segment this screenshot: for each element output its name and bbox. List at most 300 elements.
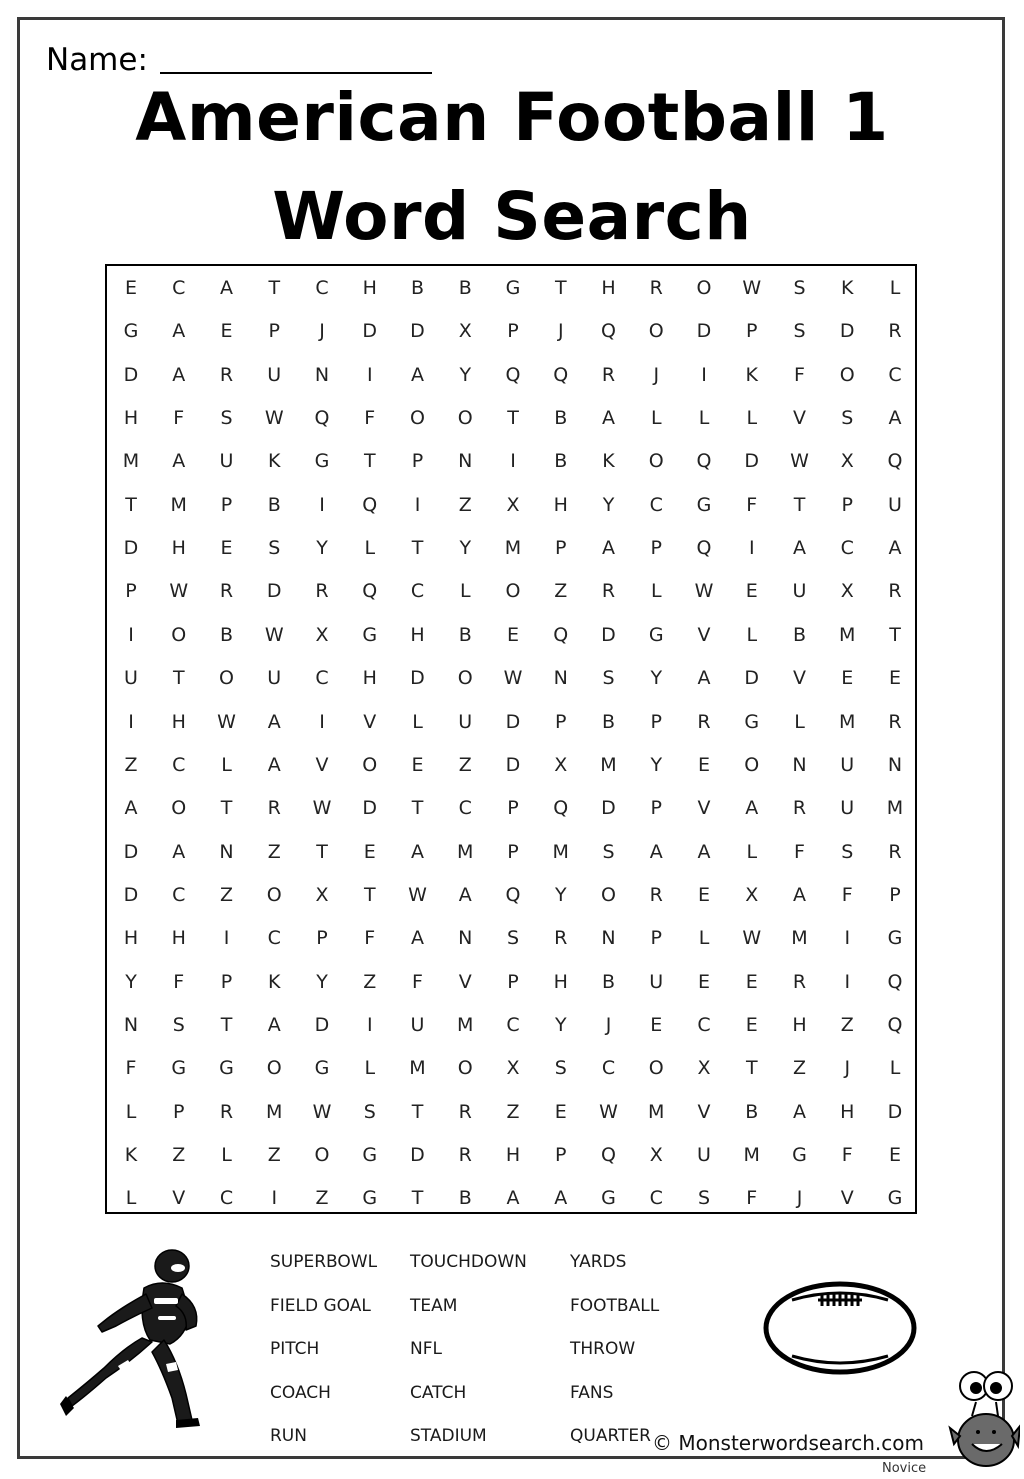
grid-letter[interactable]: N bbox=[553, 667, 568, 690]
grid-letter[interactable]: L bbox=[221, 753, 232, 776]
grid-letter[interactable]: J bbox=[653, 363, 660, 386]
grid-letter[interactable]: Q bbox=[553, 363, 569, 386]
grid-letter[interactable]: P bbox=[507, 320, 519, 343]
grid-letter[interactable]: C bbox=[601, 1057, 616, 1080]
grid-letter[interactable]: P bbox=[220, 970, 233, 993]
grid-letter[interactable]: I bbox=[701, 363, 707, 386]
grid-letter[interactable]: S bbox=[268, 537, 281, 560]
grid-letter[interactable]: B bbox=[458, 623, 472, 646]
grid-letter[interactable]: C bbox=[315, 277, 329, 299]
grid-letter[interactable]: Z bbox=[840, 1013, 854, 1036]
grid-letter[interactable]: C bbox=[172, 277, 186, 299]
grid-letter[interactable]: C bbox=[649, 1187, 663, 1210]
grid-letter[interactable]: E bbox=[554, 1100, 567, 1123]
grid-letter[interactable]: H bbox=[553, 970, 568, 993]
grid-letter[interactable]: N bbox=[123, 1013, 139, 1036]
grid-letter[interactable]: B bbox=[458, 277, 472, 299]
grid-letter[interactable]: I bbox=[414, 493, 421, 516]
grid-letter[interactable]: W bbox=[408, 883, 427, 906]
grid-letter[interactable]: D bbox=[744, 450, 760, 473]
grid-letter[interactable]: V bbox=[793, 407, 806, 430]
grid-letter[interactable]: N bbox=[601, 927, 616, 950]
grid-letter[interactable]: S bbox=[172, 1013, 185, 1036]
grid-letter[interactable]: F bbox=[125, 1057, 137, 1080]
grid-letter[interactable]: S bbox=[793, 277, 806, 299]
grid-letter[interactable]: A bbox=[172, 450, 186, 473]
grid-letter[interactable]: P bbox=[555, 1144, 567, 1166]
grid-letter[interactable]: G bbox=[314, 1057, 330, 1080]
grid-letter[interactable]: O bbox=[839, 363, 855, 386]
grid-letter[interactable]: H bbox=[123, 407, 139, 430]
grid-letter[interactable]: H bbox=[553, 493, 568, 516]
grid-letter[interactable]: R bbox=[888, 710, 902, 733]
grid-letter[interactable]: J bbox=[319, 320, 325, 343]
grid-letter[interactable]: G bbox=[362, 1187, 378, 1210]
grid-letter[interactable]: O bbox=[171, 623, 187, 646]
grid-letter[interactable]: D bbox=[601, 623, 616, 646]
grid-letter[interactable]: D bbox=[410, 1144, 425, 1166]
grid-letter[interactable]: F bbox=[364, 407, 376, 430]
grid-letter[interactable]: T bbox=[793, 493, 806, 516]
grid-letter[interactable]: M bbox=[648, 1100, 665, 1123]
grid-letter[interactable]: M bbox=[886, 797, 904, 820]
grid-letter[interactable]: Q bbox=[601, 320, 616, 343]
grid-letter[interactable]: T bbox=[316, 840, 328, 863]
grid-letter[interactable]: B bbox=[410, 277, 425, 299]
grid-letter[interactable]: A bbox=[172, 840, 186, 863]
grid-letter[interactable]: G bbox=[362, 1144, 378, 1166]
grid-letter[interactable]: L bbox=[459, 580, 471, 603]
grid-letter[interactable]: L bbox=[889, 1057, 901, 1080]
grid-letter[interactable]: L bbox=[746, 407, 758, 430]
grid-letter[interactable]: L bbox=[698, 407, 710, 430]
grid-letter[interactable]: G bbox=[123, 320, 139, 343]
grid-letter[interactable]: Z bbox=[792, 1057, 807, 1080]
grid-letter[interactable]: P bbox=[173, 1100, 185, 1123]
grid-letter[interactable]: F bbox=[364, 927, 376, 950]
grid-letter[interactable]: J bbox=[796, 1187, 803, 1210]
grid-letter[interactable]: A bbox=[267, 1013, 281, 1036]
grid-letter[interactable]: T bbox=[363, 450, 376, 473]
grid-letter[interactable]: V bbox=[172, 1187, 186, 1210]
grid-letter[interactable]: G bbox=[648, 623, 664, 646]
grid-letter[interactable]: U bbox=[697, 1144, 711, 1166]
grid-letter[interactable]: P bbox=[268, 320, 280, 343]
grid-letter[interactable]: C bbox=[458, 797, 472, 820]
grid-letter[interactable]: X bbox=[697, 1057, 711, 1080]
grid-letter[interactable]: H bbox=[601, 277, 616, 299]
grid-letter[interactable]: V bbox=[363, 710, 377, 733]
grid-letter[interactable]: V bbox=[315, 753, 329, 776]
grid-letter[interactable]: O bbox=[219, 667, 234, 690]
grid-letter[interactable]: A bbox=[888, 407, 902, 430]
grid-letter[interactable]: O bbox=[457, 1057, 473, 1080]
grid-letter[interactable]: X bbox=[649, 1144, 663, 1166]
grid-letter[interactable]: Z bbox=[554, 580, 568, 603]
grid-letter[interactable]: U bbox=[888, 493, 902, 516]
grid-letter[interactable]: M bbox=[552, 840, 569, 863]
grid-letter[interactable]: Y bbox=[125, 970, 137, 993]
grid-letter[interactable]: R bbox=[888, 320, 902, 343]
grid-letter[interactable]: X bbox=[458, 320, 472, 343]
grid-letter[interactable]: C bbox=[410, 580, 425, 603]
grid-letter[interactable]: K bbox=[745, 363, 758, 386]
grid-letter[interactable]: Y bbox=[602, 493, 615, 516]
grid-letter[interactable]: A bbox=[506, 1187, 520, 1210]
grid-letter[interactable]: L bbox=[125, 1100, 137, 1123]
grid-letter[interactable]: N bbox=[314, 363, 330, 386]
grid-letter[interactable]: N bbox=[219, 840, 234, 863]
grid-letter[interactable]: N bbox=[458, 450, 473, 473]
grid-letter[interactable]: T bbox=[411, 1187, 424, 1210]
grid-letter[interactable]: O bbox=[314, 1144, 330, 1166]
grid-letter[interactable]: A bbox=[172, 363, 186, 386]
grid-letter[interactable]: K bbox=[124, 1144, 138, 1166]
grid-letter[interactable]: A bbox=[411, 927, 424, 950]
grid-letter[interactable]: C bbox=[315, 667, 329, 690]
grid-letter[interactable]: J bbox=[605, 1013, 612, 1036]
grid-letter[interactable]: N bbox=[792, 753, 807, 776]
grid-letter[interactable]: P bbox=[650, 797, 662, 820]
grid-letter[interactable]: R bbox=[649, 883, 663, 906]
grid-letter[interactable]: P bbox=[650, 537, 662, 560]
grid-letter[interactable]: L bbox=[698, 927, 710, 950]
grid-letter[interactable]: Q bbox=[887, 970, 903, 993]
grid-letter[interactable]: Z bbox=[458, 493, 472, 516]
grid-letter[interactable]: F bbox=[746, 493, 758, 516]
grid-letter[interactable]: H bbox=[123, 927, 139, 950]
grid-letter[interactable]: X bbox=[745, 883, 759, 906]
grid-letter[interactable]: P bbox=[507, 970, 519, 993]
grid-letter[interactable]: Y bbox=[316, 970, 328, 993]
grid-letter[interactable]: R bbox=[601, 580, 616, 603]
grid-letter[interactable]: T bbox=[220, 1013, 233, 1036]
grid-letter[interactable]: S bbox=[220, 407, 233, 430]
grid-letter[interactable]: W bbox=[217, 710, 236, 733]
grid-letter[interactable]: R bbox=[219, 1100, 234, 1123]
grid-letter[interactable]: M bbox=[839, 710, 856, 733]
grid-letter[interactable]: M bbox=[504, 537, 522, 560]
grid-letter[interactable]: G bbox=[362, 623, 378, 646]
grid-letter[interactable]: I bbox=[510, 450, 516, 473]
grid-letter[interactable]: D bbox=[362, 797, 378, 820]
grid-letter[interactable]: K bbox=[841, 277, 854, 299]
grid-letter[interactable]: P bbox=[650, 710, 662, 733]
grid-letter[interactable]: X bbox=[840, 580, 854, 603]
grid-letter[interactable]: K bbox=[268, 450, 281, 473]
grid-letter[interactable]: P bbox=[507, 797, 519, 820]
grid-letter[interactable]: Q bbox=[887, 1013, 903, 1036]
grid-letter[interactable]: E bbox=[697, 883, 710, 906]
grid-letter[interactable]: Q bbox=[553, 797, 569, 820]
grid-letter[interactable]: F bbox=[841, 883, 853, 906]
grid-letter[interactable]: W bbox=[264, 407, 284, 430]
grid-letter[interactable]: T bbox=[363, 883, 376, 906]
grid-letter[interactable]: Z bbox=[172, 1144, 186, 1166]
grid-letter[interactable]: B bbox=[267, 493, 281, 516]
grid-letter[interactable]: H bbox=[505, 1144, 521, 1166]
grid-letter[interactable]: R bbox=[315, 580, 329, 603]
grid-letter[interactable]: S bbox=[841, 840, 854, 863]
grid-letter[interactable]: P bbox=[555, 710, 567, 733]
grid-letter[interactable]: Y bbox=[459, 363, 472, 386]
grid-letter[interactable]: A bbox=[411, 363, 424, 386]
grid-letter[interactable]: X bbox=[554, 753, 568, 776]
grid-letter[interactable]: O bbox=[505, 580, 521, 603]
grid-letter[interactable]: A bbox=[172, 320, 186, 343]
grid-letter[interactable]: D bbox=[123, 537, 139, 560]
grid-letter[interactable]: O bbox=[266, 883, 282, 906]
grid-letter[interactable]: D bbox=[314, 1013, 330, 1036]
grid-letter[interactable]: T bbox=[125, 493, 137, 516]
grid-letter[interactable]: E bbox=[220, 537, 233, 560]
grid-letter[interactable]: E bbox=[363, 840, 376, 863]
grid-letter[interactable]: Q bbox=[601, 1144, 616, 1166]
grid-letter[interactable]: U bbox=[649, 970, 664, 993]
grid-letter[interactable]: L bbox=[412, 710, 423, 733]
grid-letter[interactable]: P bbox=[411, 450, 424, 473]
grid-letter[interactable]: D bbox=[839, 320, 855, 343]
grid-letter[interactable]: B bbox=[792, 623, 807, 646]
grid-letter[interactable]: M bbox=[600, 753, 617, 776]
grid-letter[interactable]: F bbox=[746, 1187, 758, 1210]
grid-letter[interactable]: O bbox=[648, 450, 664, 473]
grid-letter[interactable]: R bbox=[458, 1100, 472, 1123]
grid-letter[interactable]: G bbox=[792, 1144, 807, 1166]
grid-letter[interactable]: U bbox=[458, 710, 473, 733]
grid-letter[interactable]: P bbox=[841, 493, 853, 516]
grid-letter[interactable]: R bbox=[792, 970, 807, 993]
grid-letter[interactable]: A bbox=[888, 537, 902, 560]
grid-letter[interactable]: E bbox=[411, 753, 424, 776]
grid-letter[interactable]: E bbox=[745, 580, 758, 603]
grid-letter[interactable]: I bbox=[844, 927, 851, 950]
grid-letter[interactable]: I bbox=[366, 1013, 373, 1036]
grid-letter[interactable]: F bbox=[841, 1144, 853, 1166]
grid-letter[interactable]: F bbox=[173, 970, 185, 993]
grid-letter[interactable]: W bbox=[503, 667, 523, 690]
grid-letter[interactable]: D bbox=[505, 710, 521, 733]
grid-letter[interactable]: D bbox=[410, 667, 425, 690]
grid-letter[interactable]: T bbox=[745, 1057, 758, 1080]
grid-letter[interactable]: H bbox=[171, 537, 186, 560]
grid-letter[interactable]: L bbox=[746, 840, 758, 863]
grid-letter[interactable]: A bbox=[411, 840, 424, 863]
grid-letter[interactable]: T bbox=[268, 277, 281, 299]
grid-letter[interactable]: A bbox=[745, 797, 759, 820]
grid-letter[interactable]: O bbox=[744, 753, 760, 776]
grid-letter[interactable]: R bbox=[601, 363, 616, 386]
grid-letter[interactable]: Y bbox=[554, 1013, 567, 1036]
grid-letter[interactable]: A bbox=[267, 753, 281, 776]
grid-letter[interactable]: B bbox=[458, 1187, 472, 1210]
grid-letter[interactable]: I bbox=[128, 710, 134, 733]
grid-letter[interactable]: Q bbox=[314, 407, 330, 430]
grid-letter[interactable]: O bbox=[601, 883, 616, 906]
grid-letter[interactable]: M bbox=[122, 450, 140, 473]
grid-letter[interactable]: R bbox=[219, 363, 234, 386]
grid-letter[interactable]: C bbox=[219, 1187, 234, 1210]
grid-letter[interactable]: A bbox=[124, 797, 138, 820]
grid-letter[interactable]: S bbox=[602, 840, 615, 863]
grid-letter[interactable]: S bbox=[506, 927, 520, 950]
grid-letter[interactable]: H bbox=[171, 710, 186, 733]
grid-letter[interactable]: G bbox=[887, 927, 903, 950]
grid-letter[interactable]: V bbox=[840, 1187, 854, 1210]
grid-letter[interactable]: B bbox=[601, 710, 616, 733]
grid-letter[interactable]: U bbox=[792, 580, 807, 603]
grid-letter[interactable]: W bbox=[312, 1100, 332, 1123]
grid-letter[interactable]: Q bbox=[887, 450, 903, 473]
grid-letter[interactable]: D bbox=[887, 1100, 903, 1123]
grid-letter[interactable]: B bbox=[219, 623, 234, 646]
grid-letter[interactable]: A bbox=[267, 710, 281, 733]
grid-letter[interactable]: M bbox=[457, 1013, 474, 1036]
grid-letter[interactable]: G bbox=[171, 1057, 187, 1080]
grid-letter[interactable]: Y bbox=[650, 667, 663, 690]
grid-letter[interactable]: X bbox=[840, 450, 854, 473]
grid-letter[interactable]: P bbox=[125, 580, 137, 603]
grid-letter[interactable]: P bbox=[316, 927, 328, 950]
grid-letter[interactable]: C bbox=[888, 363, 902, 386]
grid-letter[interactable]: X bbox=[315, 623, 329, 646]
grid-letter[interactable]: C bbox=[697, 1013, 711, 1036]
grid-letter[interactable]: B bbox=[554, 450, 568, 473]
grid-letter[interactable]: Z bbox=[219, 883, 234, 906]
grid-letter[interactable]: C bbox=[840, 537, 854, 560]
grid-letter[interactable]: Z bbox=[506, 1100, 520, 1123]
grid-letter[interactable]: L bbox=[650, 580, 662, 603]
grid-letter[interactable]: W bbox=[742, 277, 762, 299]
grid-letter[interactable]: U bbox=[840, 753, 855, 776]
grid-letter[interactable]: D bbox=[601, 797, 616, 820]
grid-letter[interactable]: V bbox=[458, 970, 472, 993]
grid-letter[interactable]: V bbox=[697, 797, 711, 820]
grid-letter[interactable]: R bbox=[888, 580, 902, 603]
grid-letter[interactable]: F bbox=[412, 970, 423, 993]
grid-letter[interactable]: E bbox=[745, 970, 758, 993]
grid-letter[interactable]: L bbox=[746, 623, 758, 646]
grid-letter[interactable]: H bbox=[792, 1013, 807, 1036]
grid-letter[interactable]: B bbox=[601, 970, 616, 993]
grid-letter[interactable]: V bbox=[793, 667, 806, 690]
grid-letter[interactable]: Y bbox=[650, 753, 663, 776]
grid-letter[interactable]: L bbox=[125, 1187, 137, 1210]
grid-letter[interactable]: V bbox=[697, 1100, 711, 1123]
grid-letter[interactable]: O bbox=[457, 667, 473, 690]
grid-letter[interactable]: L bbox=[364, 1057, 376, 1080]
grid-letter[interactable]: Z bbox=[315, 1187, 329, 1210]
grid-letter[interactable]: H bbox=[171, 927, 186, 950]
grid-letter[interactable]: W bbox=[790, 450, 809, 473]
grid-letter[interactable]: D bbox=[505, 753, 521, 776]
grid-letter[interactable]: D bbox=[744, 667, 760, 690]
grid-letter[interactable]: C bbox=[649, 493, 663, 516]
grid-letter[interactable]: I bbox=[366, 363, 373, 386]
grid-letter[interactable]: S bbox=[841, 407, 854, 430]
grid-letter[interactable]: L bbox=[364, 537, 376, 560]
grid-letter[interactable]: I bbox=[748, 537, 755, 560]
grid-letter[interactable]: W bbox=[169, 580, 189, 603]
grid-letter[interactable]: M bbox=[409, 1057, 426, 1080]
grid-letter[interactable]: H bbox=[840, 1100, 855, 1123]
grid-letter[interactable]: U bbox=[219, 450, 234, 473]
grid-letter[interactable]: Z bbox=[124, 753, 138, 776]
grid-letter[interactable]: I bbox=[271, 1187, 278, 1210]
grid-letter[interactable]: O bbox=[696, 277, 712, 299]
grid-letter[interactable]: S bbox=[363, 1100, 376, 1123]
grid-letter[interactable]: L bbox=[650, 407, 662, 430]
grid-letter[interactable]: R bbox=[888, 840, 902, 863]
grid-letter[interactable]: D bbox=[123, 883, 139, 906]
grid-letter[interactable]: G bbox=[887, 1187, 903, 1210]
grid-letter[interactable]: S bbox=[793, 320, 806, 343]
grid-letter[interactable]: M bbox=[791, 927, 808, 950]
grid-letter[interactable]: E bbox=[745, 1013, 758, 1036]
grid-letter[interactable]: M bbox=[839, 623, 856, 646]
grid-letter[interactable]: T bbox=[411, 797, 424, 820]
grid-letter[interactable]: N bbox=[458, 927, 473, 950]
grid-letter[interactable]: I bbox=[319, 493, 325, 516]
grid-letter[interactable]: Y bbox=[554, 883, 567, 906]
grid-letter[interactable]: O bbox=[648, 320, 664, 343]
grid-letter[interactable]: M bbox=[743, 1144, 760, 1166]
grid-letter[interactable]: E bbox=[650, 1013, 663, 1036]
grid-letter[interactable]: P bbox=[507, 840, 519, 863]
grid-letter[interactable]: R bbox=[267, 797, 281, 820]
grid-letter[interactable]: G bbox=[314, 450, 330, 473]
grid-letter[interactable]: W bbox=[264, 623, 284, 646]
grid-letter[interactable]: D bbox=[362, 320, 378, 343]
grid-letter[interactable]: U bbox=[124, 667, 138, 690]
grid-letter[interactable]: G bbox=[505, 277, 521, 299]
grid-letter[interactable]: Y bbox=[459, 537, 472, 560]
grid-letter[interactable]: D bbox=[123, 363, 139, 386]
grid-letter[interactable]: O bbox=[648, 1057, 664, 1080]
grid-letter[interactable]: Q bbox=[505, 883, 521, 906]
grid-letter[interactable]: H bbox=[362, 667, 377, 690]
grid-letter[interactable]: R bbox=[554, 927, 568, 950]
grid-letter[interactable]: X bbox=[506, 493, 520, 516]
grid-letter[interactable]: Q bbox=[362, 493, 378, 516]
grid-letter[interactable]: A bbox=[793, 1100, 806, 1123]
grid-letter[interactable]: L bbox=[889, 277, 901, 299]
grid-letter[interactable]: E bbox=[888, 667, 901, 690]
grid-letter[interactable]: R bbox=[219, 580, 234, 603]
grid-letter[interactable]: T bbox=[411, 1100, 424, 1123]
grid-letter[interactable]: W bbox=[312, 797, 332, 820]
grid-letter[interactable]: B bbox=[554, 407, 568, 430]
grid-letter[interactable]: R bbox=[649, 277, 663, 299]
grid-letter[interactable]: W bbox=[742, 927, 762, 950]
grid-letter[interactable]: A bbox=[220, 277, 233, 299]
grid-letter[interactable]: C bbox=[267, 927, 281, 950]
grid-letter[interactable]: W bbox=[599, 1100, 618, 1123]
grid-letter[interactable]: O bbox=[362, 753, 378, 776]
grid-letter[interactable]: Q bbox=[505, 363, 521, 386]
grid-letter[interactable]: C bbox=[172, 753, 186, 776]
grid-letter[interactable]: P bbox=[746, 320, 758, 343]
grid-letter[interactable]: G bbox=[744, 710, 760, 733]
grid-letter[interactable]: A bbox=[649, 840, 663, 863]
grid-letter[interactable]: F bbox=[794, 840, 805, 863]
grid-letter[interactable]: Z bbox=[267, 1144, 281, 1166]
grid-letter[interactable]: P bbox=[555, 537, 567, 560]
grid-letter[interactable]: U bbox=[840, 797, 855, 820]
grid-letter[interactable]: X bbox=[315, 883, 329, 906]
grid-letter[interactable]: I bbox=[128, 623, 134, 646]
grid-letter[interactable]: Z bbox=[267, 840, 281, 863]
